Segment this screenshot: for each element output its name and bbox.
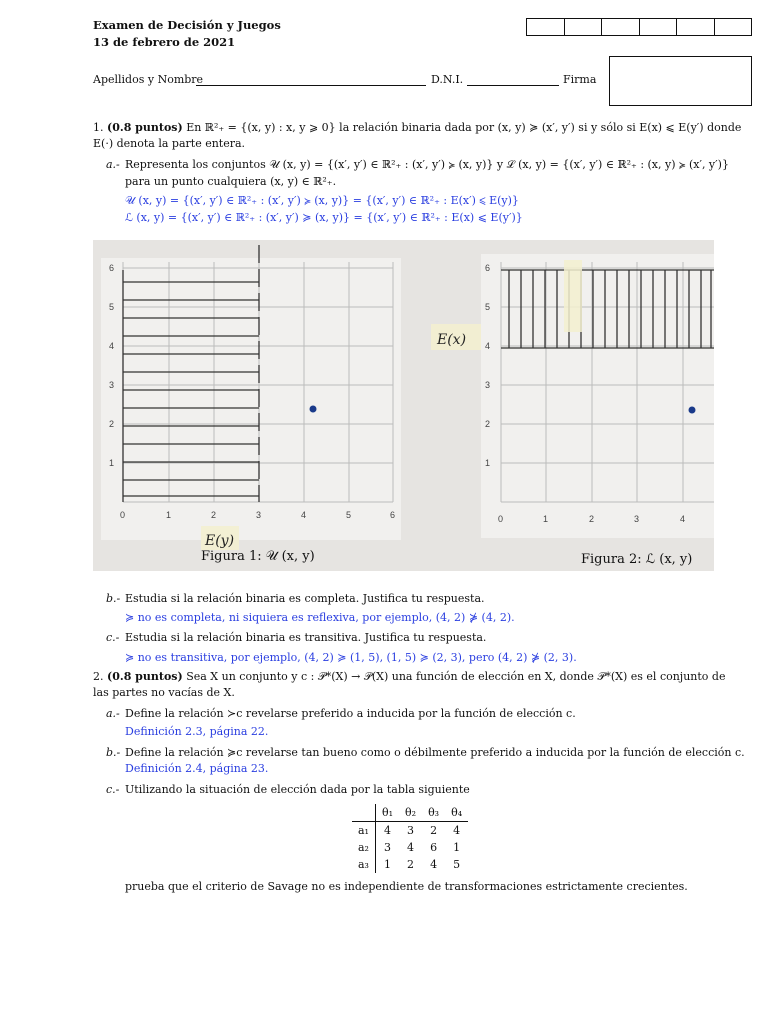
table-cell: 3	[375, 839, 399, 856]
name-label: Apellidos y Nombre	[93, 73, 204, 86]
table-cell: 3	[407, 824, 415, 837]
figure-photo	[93, 240, 714, 571]
table-cell: 4	[430, 858, 438, 871]
point-marker	[689, 407, 696, 414]
q2a-label: a.-	[106, 707, 120, 720]
id-box[interactable]	[527, 19, 565, 35]
fig1-caption: Figura 1: 𝒰 (x, y)	[201, 549, 315, 564]
signature-label: Firma	[563, 73, 597, 86]
svg-text:5: 5	[346, 510, 352, 520]
q1a-text-2: para un punto cualquiera (x, y) ∈ ℝ²₊.	[125, 175, 337, 188]
svg-text:1: 1	[109, 458, 115, 468]
q2b-text: Define la relación ≽c revelarse tan bueno como o débilmente preferido a inducida por la función de elección c.	[125, 746, 745, 759]
q2a-text: Define la relación ≻c revelarse preferido a inducida por la función de elección c.	[125, 707, 576, 720]
svg-text:4: 4	[109, 341, 115, 351]
exam-date: 13 de febrero de 2021	[93, 35, 236, 49]
table-header-cell: θ₄	[445, 804, 468, 822]
fig1-handwritten: E(y)	[205, 533, 235, 549]
svg-text:1: 1	[485, 458, 491, 468]
dni-field[interactable]	[467, 85, 559, 86]
table-cell: 2	[430, 824, 438, 837]
table-cell: 4	[453, 824, 461, 837]
q1-points: (0.8 puntos)	[107, 121, 183, 134]
svg-text:2: 2	[485, 419, 491, 429]
id-box[interactable]	[602, 19, 640, 35]
svg-text:3: 3	[109, 380, 115, 390]
name-field[interactable]	[196, 85, 426, 86]
q1c-text: Estudia si la relación binaria es transitiva. Justifica tu respuesta.	[125, 631, 487, 644]
signature-box[interactable]	[609, 56, 752, 106]
q1-statement-text: En ℝ²₊ = {(x, y) : x, y ⩾ 0} la relación binaria dada por (x, y) ≽ (x′, y′) si y sólo si E(x) ⩽ E(y′) donde	[186, 121, 742, 134]
svg-text:4: 4	[485, 341, 491, 351]
svg-text:6: 6	[109, 263, 115, 273]
table-cell: 1	[375, 856, 399, 873]
svg-text:0: 0	[120, 510, 126, 520]
q2b-label: b.-	[106, 746, 121, 759]
svg-text:3: 3	[485, 380, 491, 390]
q1b-text: Estudia si la relación binaria es completa. Justifica tu respuesta.	[125, 592, 485, 605]
point-marker	[310, 406, 317, 413]
q2c-after: prueba que el criterio de Savage no es independiente de transformaciones estrictamente crecientes.	[125, 880, 688, 893]
q2c-text: Utilizando la situación de elección dada por la tabla siguiente	[125, 783, 470, 796]
table-cell: 1	[453, 841, 461, 854]
q1-statement-2: E(·) denota la parte entera.	[93, 137, 246, 150]
table-header-cell: θ₃	[422, 804, 445, 822]
q1-number: 1.	[93, 121, 104, 134]
svg-text:2: 2	[589, 514, 595, 524]
q2-statement-text: Sea X un conjunto y c : 𝒫*(X) → 𝒫(X) una función de elección en X, donde 𝒫*(X) es el conjunto de	[186, 670, 726, 683]
svg-text:6: 6	[485, 263, 491, 273]
q2-statement-2: las partes no vacías de X.	[93, 686, 235, 699]
svg-text:3: 3	[634, 514, 640, 524]
q2a-answer[interactable]: Definición 2.3, página 22.	[125, 725, 269, 738]
figure-drawing	[93, 240, 714, 571]
q1b-label: b.-	[106, 592, 121, 605]
svg-text:5: 5	[485, 302, 491, 312]
q2b-answer[interactable]: Definición 2.4, página 23.	[125, 762, 269, 775]
table-cell: 4	[375, 822, 399, 840]
svg-text:0: 0	[498, 514, 504, 524]
id-box[interactable]	[677, 19, 715, 35]
id-box[interactable]	[640, 19, 678, 35]
table-row	[352, 856, 468, 873]
svg-text:1: 1	[543, 514, 549, 524]
q2-number: 2.	[93, 670, 104, 683]
q2-statement	[93, 670, 725, 684]
exam-title: Examen de Decisión y Juegos	[93, 18, 281, 32]
svg-text:2: 2	[211, 510, 217, 520]
table-cell: 6	[430, 841, 438, 854]
q1c-answer: ≽ no es transitiva, por ejemplo, (4, 2) ≽ (1, 5), (1, 5) ≽ (2, 3), pero (4, 2) ⋡ (2, 3).	[125, 651, 577, 664]
svg-text:2: 2	[109, 419, 115, 429]
q1b-answer: ≽ no es completa, ni siquiera es reflexiva, por ejemplo, (4, 2) ⋡ (4, 2).	[125, 611, 515, 624]
table-row	[352, 822, 468, 840]
q1-statement	[93, 121, 741, 135]
payoff-table	[352, 804, 468, 873]
fig2-handwritten: E(x)	[437, 332, 467, 348]
id-box[interactable]	[715, 19, 752, 35]
row-label: a₁	[358, 824, 369, 837]
table-cell: 2	[407, 858, 415, 871]
svg-text:4: 4	[301, 510, 307, 520]
q1a-answer-2: ℒ (x, y) = {(x′, y′) ∈ ℝ²₊ : (x′, y′) ≽ (x, y)} = {(x′, y′) ∈ ℝ²₊ : E(x) ⩽ E(y′)}	[125, 211, 523, 224]
row-label: a₂	[358, 841, 369, 854]
table-header-cell: θ₂	[399, 804, 422, 822]
q1a-label: a.-	[106, 158, 120, 171]
id-box[interactable]	[565, 19, 603, 35]
table-row	[352, 839, 468, 856]
svg-text:3: 3	[256, 510, 262, 520]
q2-points: (0.8 puntos)	[107, 670, 183, 683]
q1a-text: Representa los conjuntos 𝒰 (x, y) = {(x′, y′) ∈ ℝ²₊ : (x′, y′) ≽ (x, y)} y ℒ (x, y) = {(x′, y′) ∈ ℝ²₊ : (x, y) ≽ (x′, y′)}	[125, 158, 729, 171]
row-label: a₃	[358, 858, 369, 871]
table-corner	[352, 804, 375, 822]
q1c-label: c.-	[106, 631, 120, 644]
q2c-label: c.-	[106, 783, 120, 796]
table-cell: 4	[407, 841, 415, 854]
svg-text:5: 5	[109, 302, 115, 312]
svg-text:6: 6	[390, 510, 396, 520]
table-cell: 5	[453, 858, 461, 871]
dni-label: D.N.I.	[431, 73, 464, 86]
q1a-answer-1: 𝒰 (x, y) = {(x′, y′) ∈ ℝ²₊ : (x′, y′) ≽ (x, y)} = {(x′, y′) ∈ ℝ²₊ : E(x′) ⩽ E(y)}	[125, 194, 519, 207]
svg-text:4: 4	[680, 514, 686, 524]
id-boxes[interactable]	[526, 18, 752, 36]
fig2-caption: Figura 2: ℒ (x, y)	[581, 552, 693, 567]
svg-text:1: 1	[166, 510, 172, 520]
table-header-cell: θ₁	[375, 804, 399, 822]
